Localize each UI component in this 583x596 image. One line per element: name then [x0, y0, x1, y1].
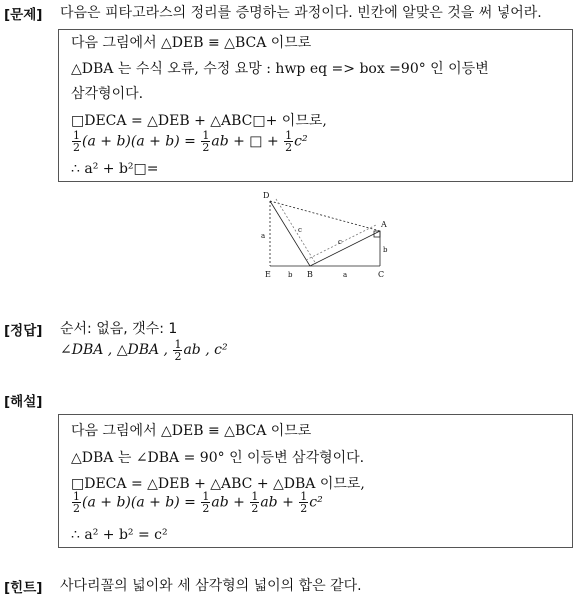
label-a: A [381, 220, 387, 229]
label-b-right: b [383, 246, 388, 254]
label-b-bottom: b [288, 271, 293, 279]
problem-label: [문제] [4, 7, 43, 23]
explanation-box [58, 414, 573, 548]
explanation-line-5: ∴ a² + b² = c² [71, 527, 168, 543]
fraction: $\frac{1}{2}$ [300, 490, 308, 515]
explanation-line-2: △DBA 는 ∠DBA = 90° 인 이등변 삼각형이다. [71, 450, 365, 466]
problem-line-5: $\frac{1}{2}$ (a + b)(a + b) = $\frac{1}{2}$ ab + □ + $\frac{1}{2}$ c² [73, 129, 308, 154]
fraction: $\frac{1}{2}$ [285, 129, 293, 154]
fraction: $\frac{1}{2}$ [202, 129, 210, 154]
problem-line-1: 다음 그림에서 △DEB ≡ △BCA 이므로 [71, 35, 312, 51]
fraction: $\frac{1}{2}$ [73, 129, 80, 154]
label-d: D [263, 191, 270, 200]
explanation-line-4: $\frac{1}{2}$ (a + b)(a + b) = $\frac{1}{2}$ ab + $\frac{1}{2}$ ab + $\frac{1}{2}$ c² [73, 490, 323, 515]
edge-db [270, 201, 310, 266]
edge-da [270, 201, 380, 231]
label-a-bottom: a [343, 271, 348, 279]
label-c-2: c [338, 238, 342, 246]
explanation-line-3: □DECA = △DEB + △ABC + △DBA 이므로, [71, 476, 365, 492]
explanation-label: [해설] [4, 394, 43, 410]
fraction: $\frac{1}{2}$ [174, 337, 182, 363]
trapezoid-figure [250, 188, 400, 288]
hint-text: 사다리꼴의 넓이와 세 삼각형의 넓이의 합은 같다. [60, 578, 362, 594]
hint-label: [힌트] [4, 580, 43, 596]
label-c: C [378, 270, 385, 279]
fraction: $\frac{1}{2}$ [251, 490, 259, 515]
answer-line-2: ∠DBA , △DBA , $\frac{1}{2}$ ab , c² [60, 337, 228, 363]
label-c-1: c [298, 226, 302, 234]
problem-line-2: △DBA 는 수식 오류, 수정 요망 : hwp eq => box =90° 인 이등변 [71, 61, 489, 77]
edge-dash [276, 199, 316, 264]
fraction: $\frac{1}{2}$ [73, 490, 80, 515]
problem-box [58, 29, 573, 182]
label-e: E [265, 270, 271, 279]
answer-line-1: 순서: 없음, 갯수: 1 [60, 321, 178, 337]
problem-line-4: □DECA = △DEB + △ABC□+ 이므로, [71, 113, 327, 129]
problem-line-3: 삼각형이다. [71, 86, 144, 102]
label-b: B [307, 270, 313, 279]
answer-label: [정답] [4, 323, 43, 339]
explanation-line-1: 다음 그림에서 △DEB ≡ △BCA 이므로 [71, 423, 312, 439]
fraction: $\frac{1}{2}$ [202, 490, 210, 515]
problem-instruction: 다음은 피타고라스의 정리를 증명하는 과정이다. 빈칸에 알맞은 것을 써 넣어라. [60, 5, 542, 21]
label-a-left: a [261, 232, 266, 240]
right-angle-mark [374, 231, 380, 237]
problem-line-6: ∴ a² + b²□= [71, 161, 159, 177]
edge-ba [310, 231, 380, 266]
